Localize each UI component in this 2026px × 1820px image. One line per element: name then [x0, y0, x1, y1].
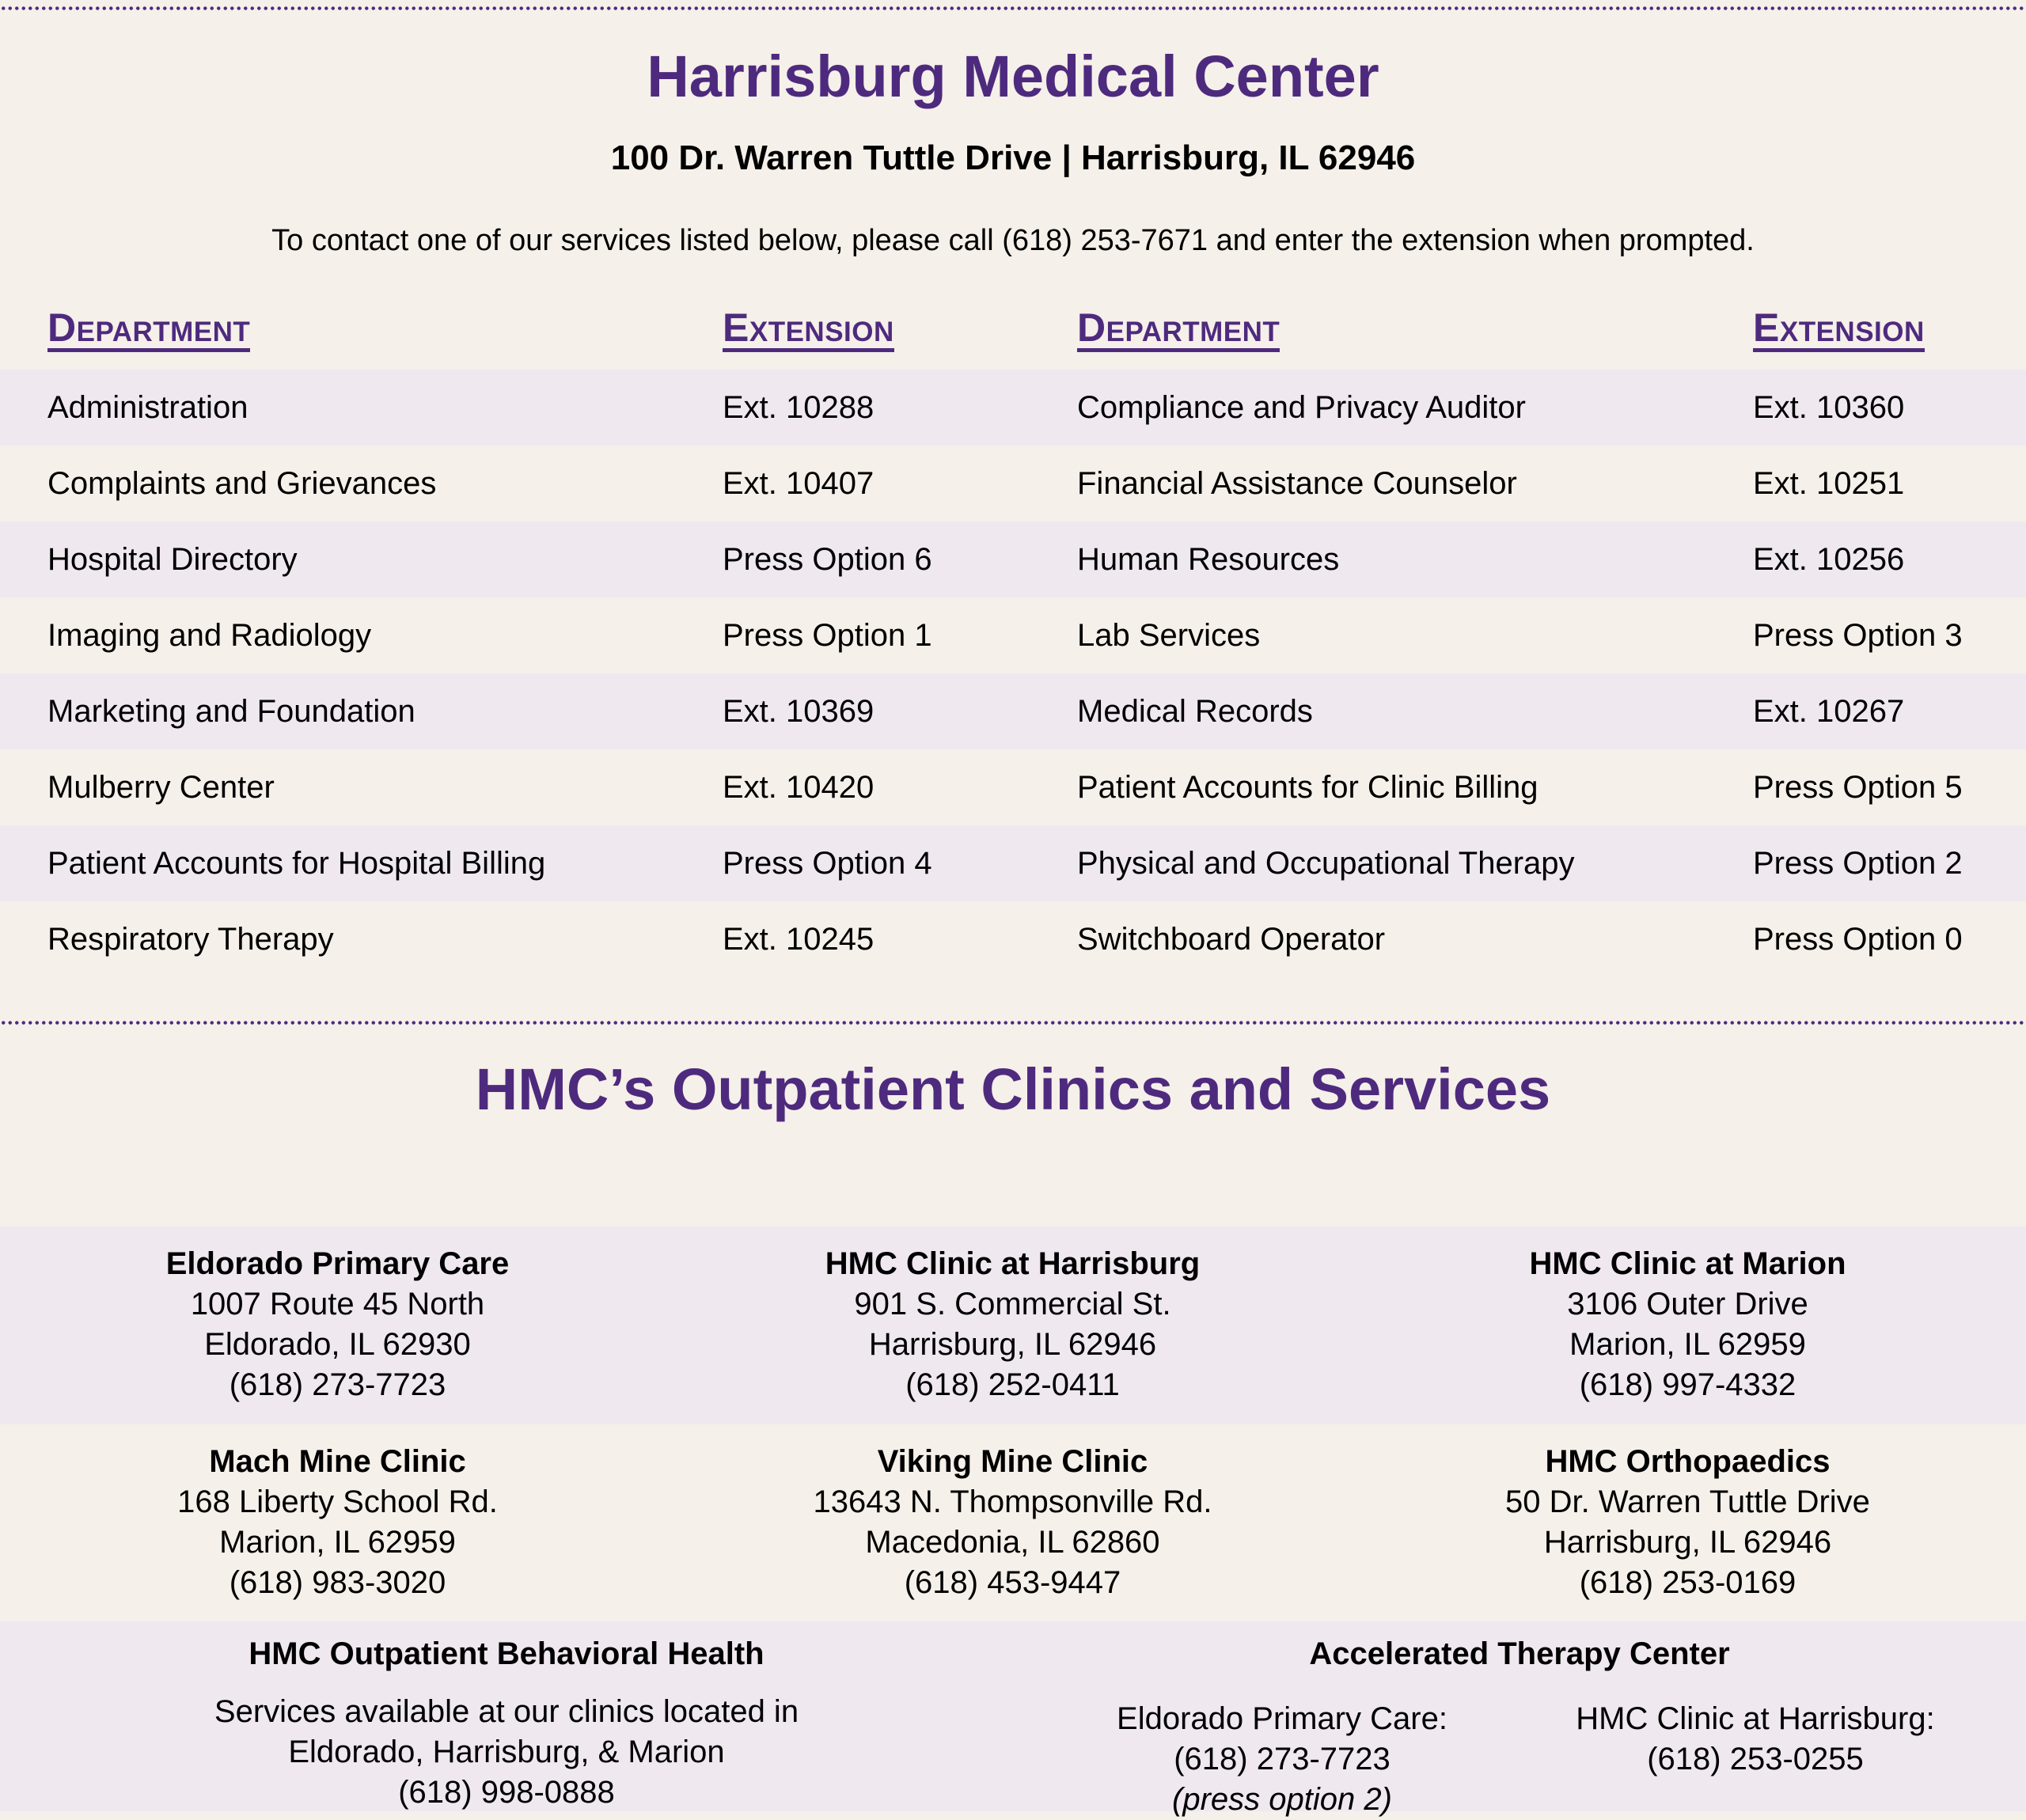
clinic-street: 1007 Route 45 North — [190, 1287, 485, 1321]
clinic-city: Marion, IL 62959 — [219, 1525, 456, 1560]
clinic-phone: (618) 453-9447 — [904, 1565, 1121, 1600]
extension-value: Ext. 10251 — [1753, 466, 1905, 501]
department-name: Patient Accounts for Hospital Billing — [47, 846, 546, 881]
clinic-city: Eldorado, IL 62930 — [204, 1327, 471, 1362]
location-phone: (618) 253-0255 — [1647, 1742, 1864, 1776]
extension-value: Press Option 1 — [723, 618, 932, 653]
department-name: Physical and Occupational Therapy — [1077, 846, 1575, 881]
table-row — [0, 749, 2026, 825]
extension-value: Ext. 10256 — [1753, 542, 1905, 577]
clinic-name: Mach Mine Clinic — [209, 1444, 466, 1479]
clinic-phone: (618) 273-7723 — [229, 1367, 446, 1402]
extension-value: Ext. 10245 — [723, 922, 875, 957]
clinic-card — [0, 1424, 675, 1603]
clinic-street: 13643 N. Thompsonville Rd. — [813, 1484, 1212, 1519]
department-name: Medical Records — [1077, 694, 1313, 729]
extension-value: Ext. 10360 — [1753, 390, 1905, 425]
services-row — [0, 1621, 2026, 1817]
clinic-card — [1350, 1227, 2025, 1405]
clinic-card — [1350, 1424, 2025, 1603]
department-name: Financial Assistance Counselor — [1077, 466, 1517, 501]
service-description-line1: Services available at our clinics located in — [214, 1694, 799, 1729]
table-row — [0, 521, 2026, 597]
table-row — [0, 370, 2026, 446]
clinic-street: 168 Liberty School Rd. — [177, 1484, 498, 1519]
location-label: Eldorado Primary Care: — [1117, 1701, 1447, 1736]
accelerated-location — [1045, 1699, 1520, 1820]
extension-value: Ext. 10288 — [723, 390, 875, 425]
clinic-street: 50 Dr. Warren Tuttle Drive — [1505, 1484, 1870, 1519]
page-title: Harrisburg Medical Center — [647, 44, 1379, 109]
table-row — [0, 825, 2026, 901]
clinics-section-title: HMC’s Outpatient Clinics and Services — [475, 1056, 1551, 1122]
clinic-name: HMC Orthopaedics — [1545, 1444, 1831, 1479]
department-name: Patient Accounts for Clinic Billing — [1077, 770, 1538, 805]
extension-value: Ext. 10420 — [723, 770, 875, 805]
department-name: Marketing and Foundation — [47, 694, 415, 729]
department-name: Lab Services — [1077, 618, 1261, 653]
clinic-name: Eldorado Primary Care — [165, 1246, 510, 1281]
hospital-address: 100 Dr. Warren Tuttle Drive | Harrisburg, IL 62946 — [610, 138, 1416, 177]
table-row — [0, 901, 2026, 977]
clinic-card — [675, 1227, 1350, 1405]
clinic-city: Marion, IL 62959 — [1569, 1327, 1806, 1362]
extension-value: Press Option 5 — [1753, 770, 1963, 805]
department-name: Switchboard Operator — [1077, 922, 1386, 957]
top-dotted-divider — [0, 6, 2026, 10]
accelerated-location — [1518, 1699, 1993, 1780]
column-header-department-left: Department — [47, 307, 250, 352]
clinic-street: 3106 Outer Drive — [1567, 1287, 1808, 1321]
extension-value: Press Option 0 — [1753, 922, 1963, 957]
accelerated-therapy-card — [1013, 1621, 2026, 1692]
extension-value: Press Option 6 — [723, 542, 932, 577]
clinic-phone: (618) 253-0169 — [1579, 1565, 1796, 1600]
department-name: Respiratory Therapy — [47, 922, 334, 957]
clinic-row — [0, 1424, 2026, 1621]
section-dotted-divider — [0, 1021, 2026, 1025]
column-header-department-right: Department — [1077, 307, 1280, 352]
column-header-extension-left: Extension — [723, 307, 894, 352]
department-name: Compliance and Privacy Auditor — [1077, 390, 1526, 425]
department-name: Administration — [47, 390, 249, 425]
clinic-phone: (618) 997-4332 — [1579, 1367, 1796, 1402]
clinic-city: Macedonia, IL 62860 — [865, 1525, 1160, 1560]
table-row — [0, 673, 2026, 749]
department-name: Imaging and Radiology — [47, 618, 372, 653]
clinic-card — [0, 1227, 675, 1405]
service-description-line2: Eldorado, Harrisburg, & Marion — [288, 1735, 725, 1769]
extension-value: Press Option 3 — [1753, 618, 1963, 653]
clinic-row — [0, 1227, 2026, 1424]
department-name: Complaints and Grievances — [47, 466, 437, 501]
department-name: Mulberry Center — [47, 770, 275, 805]
clinic-street: 901 S. Commercial St. — [854, 1287, 1171, 1321]
clinic-phone: (618) 983-3020 — [229, 1565, 446, 1600]
location-note: (press option 2) — [1172, 1782, 1392, 1817]
behavioral-health-card — [0, 1621, 1013, 1813]
extension-value: Press Option 2 — [1753, 846, 1963, 881]
clinic-card — [675, 1424, 1350, 1603]
clinic-name: HMC Clinic at Marion — [1529, 1246, 1846, 1281]
table-row — [0, 446, 2026, 521]
clinic-name: Viking Mine Clinic — [877, 1444, 1148, 1479]
extension-value: Press Option 4 — [723, 846, 932, 881]
service-name: Accelerated Therapy Center — [1309, 1636, 1730, 1671]
clinic-city: Harrisburg, IL 62946 — [1543, 1525, 1832, 1560]
intro-text: To contact one of our services listed below, please call (618) 253-7671 and enter the extension when prompted. — [271, 224, 1755, 257]
table-row — [0, 597, 2026, 673]
location-phone: (618) 273-7723 — [1174, 1742, 1391, 1776]
extension-value: Ext. 10407 — [723, 466, 875, 501]
clinic-phone: (618) 252-0411 — [905, 1367, 1120, 1402]
department-name: Hospital Directory — [47, 542, 298, 577]
clinic-city: Harrisburg, IL 62946 — [868, 1327, 1157, 1362]
extension-value: Ext. 10369 — [723, 694, 875, 729]
service-phone: (618) 998-0888 — [398, 1775, 615, 1810]
department-name: Human Resources — [1077, 542, 1340, 577]
column-header-extension-right: Extension — [1753, 307, 1925, 352]
location-label: HMC Clinic at Harrisburg: — [1576, 1701, 1935, 1736]
extension-value: Ext. 10267 — [1753, 694, 1905, 729]
clinic-name: HMC Clinic at Harrisburg — [825, 1246, 1201, 1281]
directory-table — [0, 370, 2026, 977]
service-name: HMC Outpatient Behavioral Health — [249, 1636, 764, 1671]
